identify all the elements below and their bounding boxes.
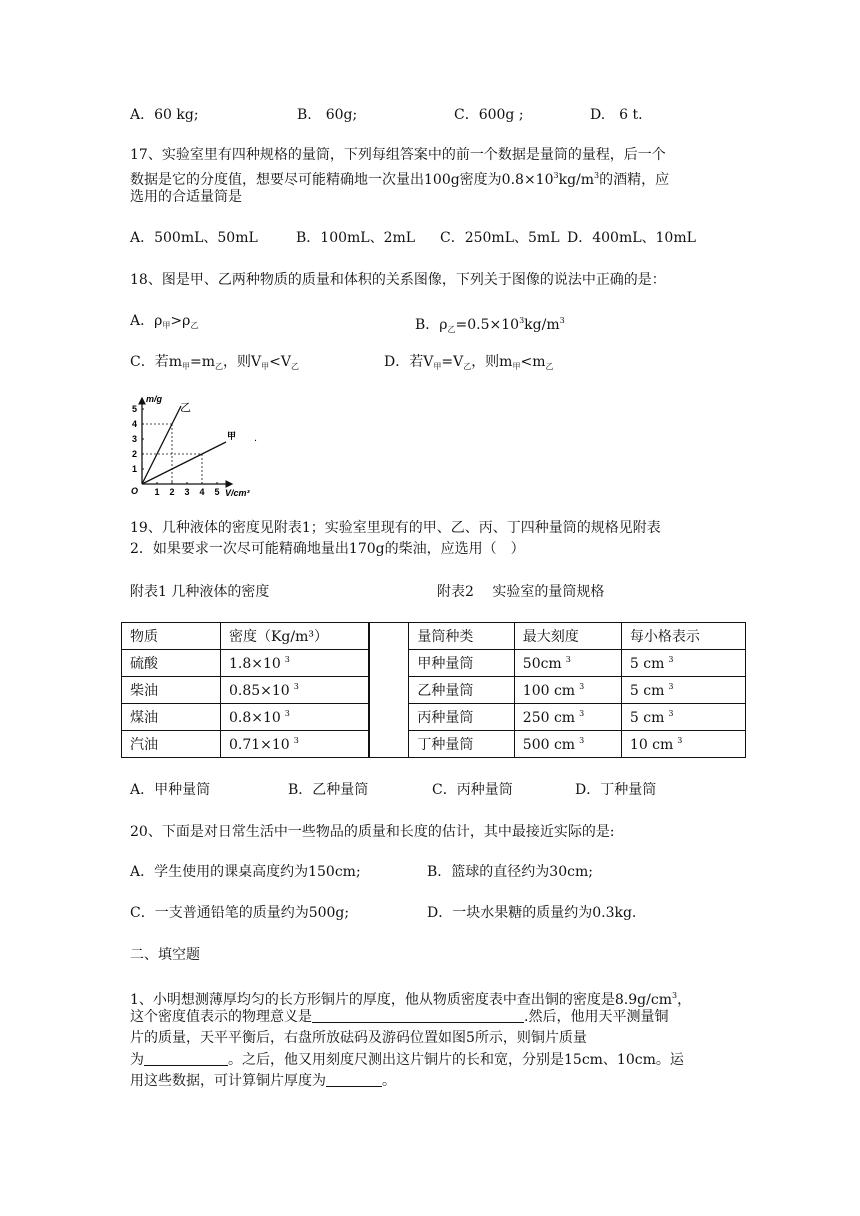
- cylinder-table-header-cell: 每小格表示: [621, 623, 745, 650]
- q20-option-c: C．一支普通铅笔的质量约为500g;: [130, 905, 350, 921]
- cylinder-table-cell: 50cm $^3$: [514, 650, 621, 677]
- density-table-cell: 0.71×10 $^3$: [220, 731, 368, 758]
- cylinder-table-cell: 10 cm $^3$: [621, 731, 745, 758]
- density-table-row: [122, 677, 369, 704]
- q19-stem-line1: 19、几种液体的密度见附表1；实验室里现有的甲、乙、丙、丁四种量筒的规格见附表: [130, 520, 661, 536]
- cylinder-table-cell: [370, 731, 409, 758]
- label-jia: 甲: [227, 431, 237, 441]
- cylinder-table-row: [370, 650, 746, 677]
- y-tick-label: 3: [132, 434, 138, 444]
- q17-stem-line3: 选用的合适量筒是: [130, 189, 242, 205]
- q19-option-a: A．甲种量筒: [130, 782, 211, 798]
- q20-stem: 20、下面是对日常生活中一些物品的质量和长度的估计，其中最接近实际的是:: [130, 824, 615, 840]
- y-tick-label: 1: [132, 464, 138, 474]
- q17-option-c: C．250mL、5mL: [440, 230, 560, 246]
- section-title: 二、填空题: [130, 947, 200, 963]
- cylinder-table-cell: [370, 650, 409, 677]
- series-line-jia: [142, 442, 226, 484]
- cylinder-table-header-cell: 量筒种类: [409, 623, 514, 650]
- density-table-row: [122, 650, 369, 677]
- q20-option-a: A．学生使用的课桌高度约为150cm;: [130, 864, 361, 880]
- x-tick-label: 2: [169, 487, 175, 497]
- cylinder-table-cell: 甲种量筒: [409, 650, 514, 677]
- table1-title: 附表1 几种液体的密度: [130, 584, 270, 600]
- cylinder-table-cell: 5 cm $^3$: [621, 677, 745, 704]
- density-table-cell: 硫酸: [122, 650, 221, 677]
- x-tick-label: 1: [154, 487, 160, 497]
- q19-option-d: D．丁种量筒: [575, 782, 657, 798]
- answer-blank-1[interactable]: [312, 1008, 524, 1023]
- graph-ylabel: m/g: [146, 394, 163, 404]
- q16-option-c: C．600g ;: [454, 107, 524, 123]
- density-table-cell: 汽油: [122, 731, 221, 758]
- q17-stem-line2: 数据是它的分度值，想要尽可能精确地一次量出100g密度为$0.8\times 10^3kg/m^3$的酒精，应: [130, 171, 670, 188]
- x-tick-label: 5: [214, 487, 220, 497]
- cylinder-table-row: [370, 704, 746, 731]
- q19-option-b: B．乙种量筒: [288, 782, 369, 798]
- x-tick-label: 4: [199, 487, 205, 497]
- fill-q1-line4: 为 。之后，他又用刻度尺测出这片铜片的长和宽，分别是15cm、10cm。运: [130, 1052, 684, 1068]
- density-table-header-cell: 密度（Kg/m³）: [220, 623, 368, 650]
- density-table-cell: 柴油: [122, 677, 221, 704]
- cylinder-table-row: [370, 677, 746, 704]
- y-tick-label: 2: [132, 449, 138, 459]
- graph-origin: O: [131, 486, 139, 496]
- q20-option-d: D．一块水果糖的质量约为0.3kg.: [427, 905, 637, 921]
- y-tick-label: 5: [132, 404, 138, 414]
- density-table-cell: 0.8×10 $^3$: [220, 704, 368, 731]
- density-table-header-row: [122, 623, 369, 650]
- q18-option-a: A．$\rho_甲>\rho_乙$: [130, 313, 199, 330]
- density-table-row: [122, 731, 369, 758]
- q18-stem: 18、图是甲、乙两种物质的质量和体积的关系图像，下列关于图像的说法中正确的是：: [130, 272, 666, 288]
- fill-q1-line3: 片的质量，天平平衡后，右盘所放砝码及游码位置如图5所示，则铜片质量: [130, 1030, 587, 1046]
- q17-option-b: B．100mL、2mL: [296, 230, 416, 246]
- y-tick-label: 4: [132, 419, 138, 429]
- cylinder-table-header-row: [370, 623, 746, 650]
- table2-title: 附表2 实验室的量筒规格: [437, 584, 605, 600]
- q19-stem-line2: 2．如果要求一次尽可能精确地量出170g的柴油，应选用（ ）: [130, 541, 525, 557]
- density-table-cell: 0.85×10 $^3$: [220, 677, 368, 704]
- answer-blank-3[interactable]: [326, 1072, 382, 1087]
- answer-blank-2[interactable]: [144, 1051, 228, 1066]
- cylinder-table-header-cell: [370, 623, 409, 650]
- q18-option-c: C．若$m_甲=m_乙$，则$V_甲<V_乙$: [130, 354, 299, 371]
- density-table-cell: 1.8×10 $^3$: [220, 650, 368, 677]
- q16-option-b: B. 60g;: [297, 107, 358, 123]
- cylinder-table-cell: 5 cm $^3$: [621, 704, 745, 731]
- cylinder-table-header-cell: 最大刻度: [514, 623, 621, 650]
- x-tick-label: 3: [184, 487, 190, 497]
- cylinder-table-cell: 100 cm $^3$: [514, 677, 621, 704]
- cylinder-table-cell: 丙种量筒: [409, 704, 514, 731]
- density-table: [121, 622, 369, 758]
- cylinder-table-cell: [370, 677, 409, 704]
- graph-dot: .: [254, 432, 258, 444]
- cylinder-table-cell: 250 cm $^3$: [514, 704, 621, 731]
- density-table-cell: 煤油: [122, 704, 221, 731]
- cylinder-table-cell: 乙种量筒: [409, 677, 514, 704]
- series-line-yi: [142, 406, 181, 484]
- cylinder-table-row: [370, 731, 746, 758]
- cylinder-table-cell: [370, 704, 409, 731]
- cylinder-table-cell: 丁种量筒: [409, 731, 514, 758]
- cylinder-table-cell: 500 cm $^3$: [514, 731, 621, 758]
- cylinder-table-cell: 5 cm $^3$: [621, 650, 745, 677]
- graph-xlabel: V/cm³: [225, 488, 250, 498]
- q17-stem-line1: 17、实验室里有四种规格的量筒，下列每组答案中的前一个数据是量筒的量程，后一个: [130, 147, 666, 163]
- q17-option-d: D．400mL、10mL: [567, 230, 696, 246]
- density-table-header-cell: 物质: [122, 623, 221, 650]
- q19-option-c: C．丙种量筒: [432, 782, 513, 798]
- mass-volume-graph: [128, 392, 288, 502]
- q20-option-b: B．篮球的直径约为30cm;: [427, 864, 593, 880]
- fill-q1-line1: 1、小明想测薄厚均匀的长方形铜片的厚度，他从物质密度表中查出铜的密度是$8.9g/cm^3$，: [130, 991, 692, 1008]
- q18-option-d: D．若$V_甲=V_乙$，则$m_甲<m_乙$: [384, 354, 554, 371]
- fill-q1-line2: 这个密度值表示的物理意义是 .然后，他用天平测量铜: [130, 1009, 669, 1025]
- q18-option-b: B．$\rho_乙=0.5\times 10^3kg/m^3$: [415, 316, 565, 334]
- q17-option-a: A．500mL、50mL: [130, 230, 258, 246]
- cylinder-table: [369, 622, 746, 758]
- fill-q1-line5: 用这些数据，可计算铜片厚度为 。: [130, 1073, 396, 1089]
- q16-option-a: A．60 kg;: [130, 107, 199, 123]
- q16-option-d: D. 6 t.: [590, 107, 643, 123]
- density-table-row: [122, 704, 369, 731]
- label-yi: 乙: [180, 402, 191, 414]
